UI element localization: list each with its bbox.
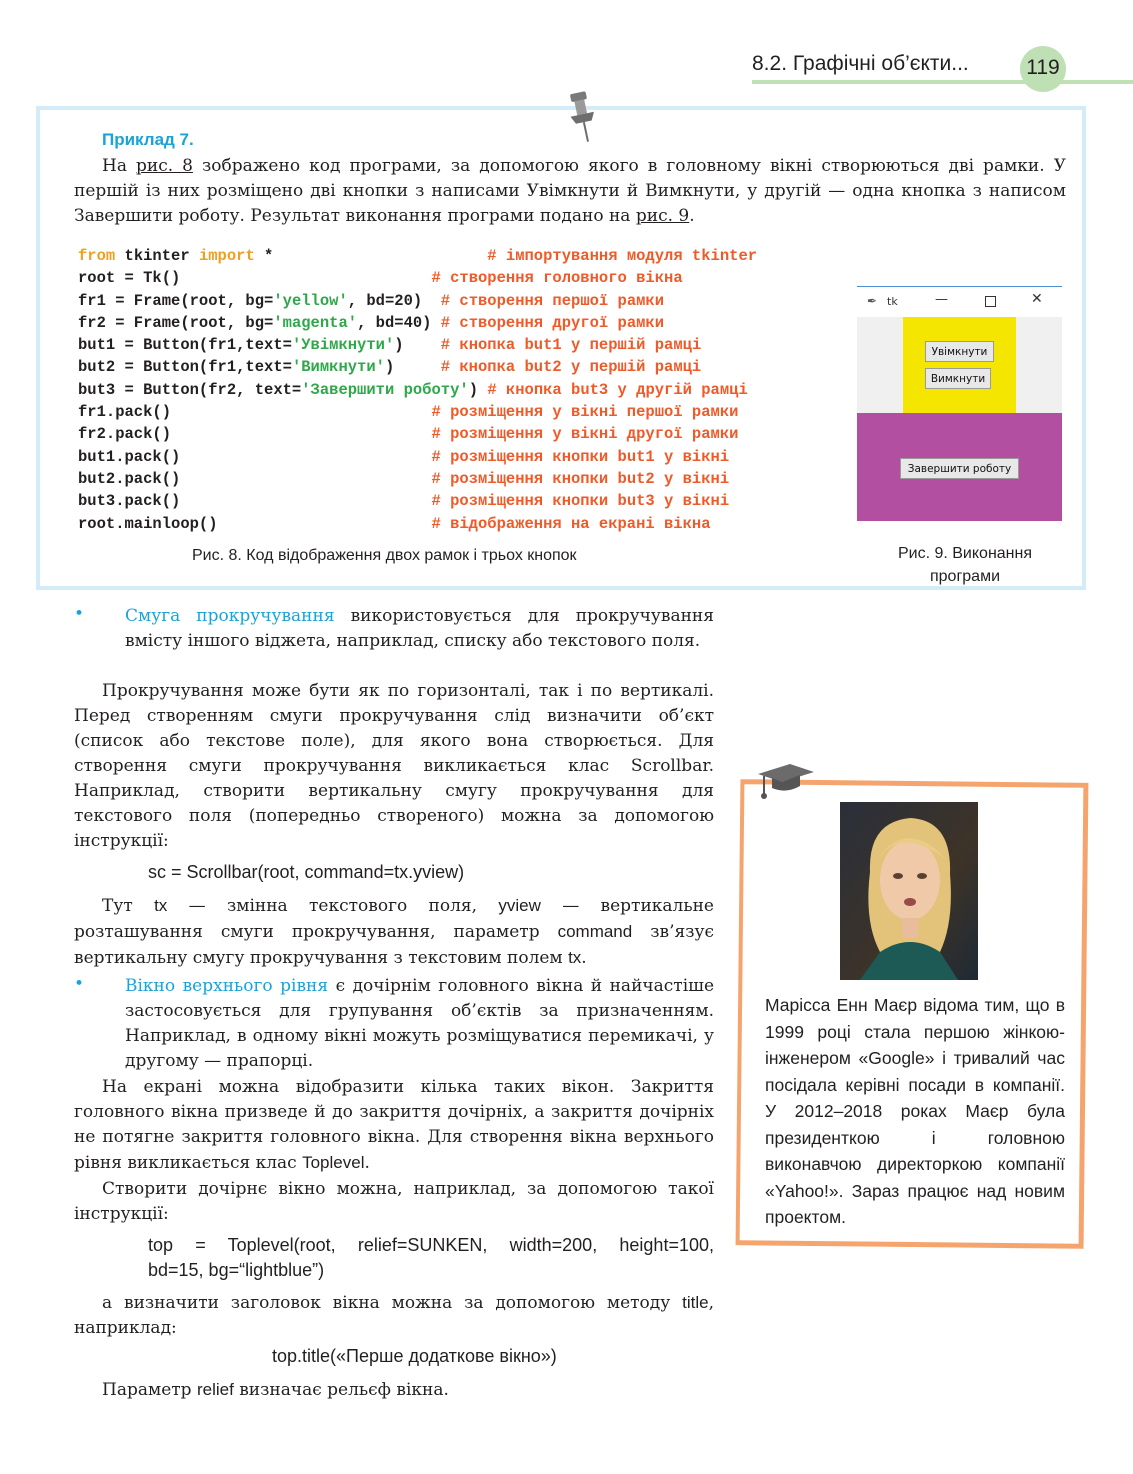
example-title: Приклад 7. xyxy=(102,130,194,149)
code-line: but2.pack() # розміщення кнопки but2 у вікні xyxy=(78,469,730,488)
tk-client-area xyxy=(857,317,1062,521)
code-line: from tkinter import * # імпортування модуля tkinter xyxy=(78,247,758,265)
button-off[interactable]: Вимкнути xyxy=(925,368,991,389)
tk-window-title: tk xyxy=(887,295,898,308)
button-on[interactable]: Увімкнути xyxy=(925,341,994,362)
term-toplevel: Вікно верхнього рівня xyxy=(125,976,329,996)
bullet-icon: • xyxy=(74,974,85,994)
minimize-icon[interactable]: — xyxy=(935,292,948,307)
feather-icon: ✒ xyxy=(867,294,878,308)
paragraph-title: а визначити заголовок вікна можна за допомогою методу title, наприклад: xyxy=(74,1293,714,1338)
paragraph-create: Створити дочірнє вікно можна, наприклад, за допомогою такої інструкції: xyxy=(74,1179,714,1224)
example-description: На рис. 8 зображено код програми, за допомогою якого в головному вікні створюються дві рамки. У першій із них розміщено дві кнопки з написами Увімкнути й Вимкнути, у другій — одна кнопка з написом Завершити роботу. Результат виконання програми подано на рис. 9. xyxy=(74,156,1066,226)
frame-yellow xyxy=(903,317,1016,413)
tk-window-screenshot xyxy=(857,286,1062,521)
page-number: 119 xyxy=(1020,46,1066,92)
code-listing xyxy=(78,245,757,535)
maximize-icon[interactable] xyxy=(985,296,996,307)
term-scrollbar: Смуга прокручування xyxy=(125,606,335,626)
bio-text: Марісса Енн Маєр відома тим, що в 1999 році стала першою жінкою-інженером «Google» і тривалий час посідала керівні посади в компанії. У 2012–2018 роках Маєр була президенткою і головною виконавчою директоркою компанії «Yahoo!». Зараз працює над новим проектом. xyxy=(765,995,1065,1227)
code-line: but1.pack() # розміщення кнопки but1 у вікні xyxy=(78,447,730,466)
bullet-icon: • xyxy=(74,604,85,624)
close-icon[interactable]: ✕ xyxy=(1031,291,1043,307)
tk-titlebar xyxy=(857,287,1062,317)
figure-9-link[interactable]: рис. 9 xyxy=(635,206,690,226)
paragraph-relief: Параметр relief визначає рельєф вікна. xyxy=(102,1380,449,1400)
code-title: top.title(«Перше додаткове вікно») xyxy=(272,1346,557,1366)
header-rule xyxy=(752,80,1133,84)
figure-8-link[interactable]: рис. 8 xyxy=(136,156,193,176)
code-line: root.mainloop() # відображення на екрані вікна xyxy=(78,514,711,533)
figure-9-caption: Рис. 9. Виконання програми xyxy=(897,545,1033,585)
bullet-toplevel: Вікно верхнього рівня є дочірнім головного вікна й найчастіше застосовується для групування об’єктів за призначенням. Наприклад, в одному вікні можуть розміщуватися перемикачі, у другому — прапорці. xyxy=(125,976,715,1071)
code-line: fr2 = Frame(root, bg='magenta', bd=40) # створення другої рамки xyxy=(78,313,665,332)
code-line: but1 = Button(fr1,text='Увімкнути') # кнопка but1 у першій рамці xyxy=(78,336,702,355)
code-line: but3.pack() # розміщення кнопки but3 у вікні xyxy=(78,492,730,511)
code-scrollbar: sc = Scrollbar(root, command=tx.yview) xyxy=(148,862,465,882)
figure-8-caption: Рис. 8. Код відображення двох рамок і трьох кнопок xyxy=(192,547,577,564)
portrait-photo xyxy=(840,802,978,980)
code-line: but3 = Button(fr2, text='Завершити роботу') # кнопка but3 у другій рамці xyxy=(78,380,748,399)
code-line: fr1 = Frame(root, bg='yellow', bd=20) # створення першої рамки xyxy=(78,291,665,310)
graduation-cap-icon xyxy=(756,762,816,804)
code-line: but2 = Button(fr1,text='Вимкнути') # кнопка but2 у першій рамці xyxy=(78,358,702,377)
paragraph-windows: На екрані можна відобразити кілька таких вікон. Закриття головного вікна призведе й до закриття дочірніх, а закриття дочірніх не потягне закриття головного вікна. Для створення вікна верхнього рівня викликається клас Toplevel. xyxy=(74,1077,714,1173)
code-toplevel: top = Toplevel(root, relief=SUNKEN, width=200, height=100, bd=15, bg=“lightblue”) xyxy=(148,1235,714,1280)
pushpin-icon xyxy=(566,90,602,146)
paragraph-tx: Тут tx — змінна текстового поля, yview — вертикальне розташування смуги прокручування, параметр command зв’язує вертикальну смугу прокручування з текстовим полем tx. xyxy=(74,896,714,968)
section-title: 8.2. Графічні об’єкти... xyxy=(752,52,969,75)
code-line: fr1.pack() # розміщення у вікні першої рамки xyxy=(78,403,739,422)
paragraph-scroll: Прокручування може бути як по горизонталі, так і по вертикалі. Перед створенням смуги прокручування слід визначити об’єкт (список або текстове поле), для якого вона створюється. Для створення смуги прокручування викликається клас Scrollbar. Наприклад, створити вертикальну смугу прокручування для текстового поля (попередньо створеного) можна за допомогою інструкції: xyxy=(74,681,714,851)
bullet-scrollbar: Смуга прокручування використовується для прокручування вмісту іншого віджета, наприклад, списку або текстового поля. xyxy=(125,606,714,651)
code-line: root = Tk() # створення головного вікна xyxy=(78,269,683,288)
button-finish[interactable]: Завершити роботу xyxy=(900,458,1019,479)
code-line: fr2.pack() # розміщення у вікні другої рамки xyxy=(78,425,739,444)
